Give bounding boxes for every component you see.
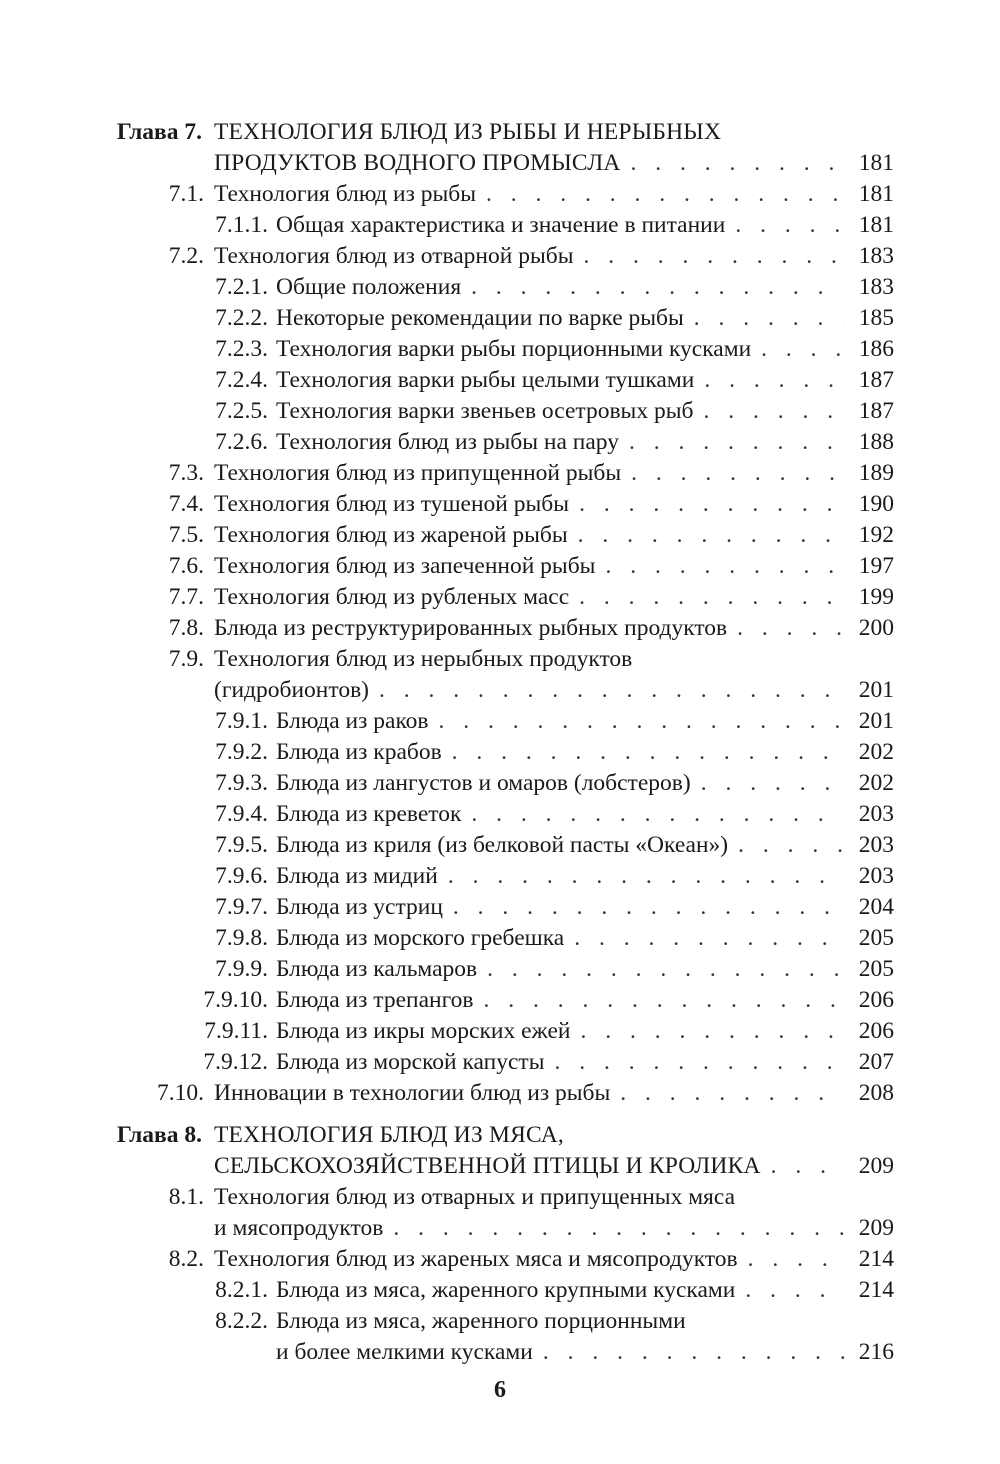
section-title: Технология блюд из рыбы на пару . . . bbox=[276, 427, 848, 458]
section-number: 7.2.3. bbox=[215, 336, 268, 362]
section-title: Блюда из трепангов . . . bbox=[276, 985, 848, 1016]
toc-entry[interactable] bbox=[0, 644, 1000, 675]
section-title: Блюда из лангустов и омаров (лобстеров) . . . bbox=[276, 768, 848, 799]
page-number: 205 bbox=[858, 925, 894, 951]
section-title: Блюда из морского гребешка . . . bbox=[276, 923, 848, 954]
page-number: 214 bbox=[858, 1246, 894, 1272]
page-number: 183 bbox=[858, 274, 894, 300]
section-number: 7.9.3. bbox=[215, 770, 268, 796]
section-number: 7.2.6. bbox=[215, 429, 268, 455]
table-of-contents bbox=[0, 117, 1000, 1368]
section-number: 7.10. bbox=[157, 1080, 204, 1106]
toc-entry[interactable] bbox=[0, 272, 1000, 303]
page-number: 187 bbox=[858, 367, 894, 393]
section-number: 7.9.7. bbox=[215, 894, 268, 920]
section-title: Технология блюд из рубленых масс . . . bbox=[214, 582, 848, 613]
page-number: 203 bbox=[858, 801, 894, 827]
section-title: Технология блюд из рыбы . . . bbox=[214, 179, 848, 210]
toc-entry[interactable] bbox=[0, 551, 1000, 582]
section-number: 7.9.6. bbox=[215, 863, 268, 889]
page-number: 197 bbox=[858, 553, 894, 579]
section-number: 7.9. bbox=[168, 646, 204, 672]
section-title: Технология блюд из жареной рыбы . . . bbox=[214, 520, 848, 551]
section-title: Блюда из крабов . . . bbox=[276, 737, 848, 768]
toc-entry[interactable] bbox=[0, 768, 1000, 799]
section-number: 7.2.4. bbox=[215, 367, 268, 393]
section-title: Технология блюд из отварной рыбы . . . bbox=[214, 241, 848, 272]
section-number: 7.9.5. bbox=[215, 832, 268, 858]
page-number: 183 bbox=[858, 243, 894, 269]
page-number: 200 bbox=[858, 615, 894, 641]
chapter-title-line: ТЕХНОЛОГИЯ БЛЮД ИЗ РЫБЫ И НЕРЫБНЫХ bbox=[214, 119, 722, 145]
section-number: 7.8. bbox=[168, 615, 204, 641]
page-number: 214 bbox=[858, 1277, 894, 1303]
toc-entry[interactable] bbox=[0, 458, 1000, 489]
chapter-heading bbox=[0, 117, 1000, 148]
section-title: (гидробионтов) . . . bbox=[214, 675, 848, 706]
section-number: 7.6. bbox=[168, 553, 204, 579]
section-number: 7.1. bbox=[168, 181, 204, 207]
section-title: Технология варки рыбы целыми тушками . . . bbox=[276, 365, 848, 396]
page-number: 186 bbox=[858, 336, 894, 362]
section-title: Технология блюд из нерыбных продуктов bbox=[214, 646, 633, 672]
page-number: 209 bbox=[858, 1215, 894, 1241]
page-number: 187 bbox=[858, 398, 894, 424]
section-number: 7.9.4. bbox=[215, 801, 268, 827]
toc-entry[interactable] bbox=[0, 799, 1000, 830]
page-number: 209 bbox=[858, 1153, 894, 1179]
toc-entry[interactable] bbox=[0, 582, 1000, 613]
page-number: 208 bbox=[858, 1080, 894, 1106]
page-number: 181 bbox=[858, 212, 894, 238]
section-title: Блюда из мяса, жаренного крупными кусками . . . bbox=[276, 1275, 848, 1306]
section-number: 7.9.2. bbox=[215, 739, 268, 765]
toc-entry[interactable] bbox=[0, 861, 1000, 892]
section-number: 8.1. bbox=[168, 1184, 204, 1210]
section-title: и мясопродуктов . . . bbox=[214, 1213, 848, 1244]
section-title: Блюда из морской капусты . . . bbox=[276, 1047, 848, 1078]
section-title: Блюда из криля (из белковой пасты «Океан») . . . bbox=[276, 830, 848, 861]
section-title: Некоторые рекомендации по варке рыбы . . . bbox=[276, 303, 848, 334]
page-number: 202 bbox=[858, 739, 894, 765]
section-number: 7.9.12. bbox=[203, 1049, 268, 1075]
section-number: 8.2. bbox=[168, 1246, 204, 1272]
page-number: 189 bbox=[858, 460, 894, 486]
toc-entry[interactable] bbox=[0, 830, 1000, 861]
page-number: 181 bbox=[858, 181, 894, 207]
toc-entry[interactable] bbox=[0, 1182, 1000, 1213]
chapter-label: Глава 7. bbox=[116, 119, 202, 145]
page-number: 188 bbox=[858, 429, 894, 455]
toc-entry[interactable] bbox=[0, 179, 1000, 210]
toc-entry[interactable] bbox=[0, 923, 1000, 954]
section-title: Технология блюд из тушеной рыбы . . . bbox=[214, 489, 848, 520]
section-number: 7.2.2. bbox=[215, 305, 268, 331]
toc-entry[interactable] bbox=[0, 210, 1000, 241]
section-number: 7.2.5. bbox=[215, 398, 268, 424]
toc-entry[interactable] bbox=[0, 303, 1000, 334]
page-number: 216 bbox=[858, 1339, 894, 1365]
section-number: 7.5. bbox=[168, 522, 204, 548]
page-number: 202 bbox=[858, 770, 894, 796]
page-number: 203 bbox=[858, 832, 894, 858]
toc-entry[interactable] bbox=[0, 613, 1000, 644]
toc-entry[interactable] bbox=[0, 1244, 1000, 1275]
toc-entry[interactable] bbox=[0, 892, 1000, 923]
chapter-title-line: СЕЛЬСКОХОЗЯЙСТВЕННОЙ ПТИЦЫ И КРОЛИКА . . . bbox=[214, 1151, 848, 1182]
section-number: 7.9.10. bbox=[203, 987, 268, 1013]
toc-entry[interactable] bbox=[0, 1047, 1000, 1078]
section-title: Блюда из мяса, жаренного порционными bbox=[276, 1308, 686, 1334]
page-number: 190 bbox=[858, 491, 894, 517]
section-title: Технология варки рыбы порционными кусками . . . bbox=[276, 334, 848, 365]
chapter-heading bbox=[0, 1120, 1000, 1151]
toc-entry[interactable] bbox=[0, 1337, 1000, 1368]
page-number: 201 bbox=[858, 708, 894, 734]
toc-entry[interactable] bbox=[0, 737, 1000, 768]
toc-entry[interactable] bbox=[0, 1016, 1000, 1047]
page-number: 206 bbox=[858, 1018, 894, 1044]
section-number: 7.1.1. bbox=[215, 212, 268, 238]
page-number: 181 bbox=[858, 150, 894, 176]
section-title: Блюда из креветок . . . bbox=[276, 799, 848, 830]
section-number: 7.7. bbox=[168, 584, 204, 610]
toc-entry[interactable] bbox=[0, 1151, 1000, 1182]
toc-entry[interactable] bbox=[0, 396, 1000, 427]
section-number: 7.3. bbox=[168, 460, 204, 486]
page-number: 205 bbox=[858, 956, 894, 982]
section-title: Технология блюд из отварных и припущенных мяса bbox=[214, 1184, 736, 1210]
section-number: 7.9.11. bbox=[204, 1018, 268, 1044]
section-number: 7.9.9. bbox=[215, 956, 268, 982]
section-title: Инновации в технологии блюд из рыбы . . . bbox=[214, 1078, 848, 1109]
section-title: Блюда из раков . . . bbox=[276, 706, 848, 737]
toc-entry[interactable] bbox=[0, 1275, 1000, 1306]
section-title: Блюда из кальмаров . . . bbox=[276, 954, 848, 985]
toc-entry[interactable] bbox=[0, 1213, 1000, 1244]
page-number: 199 bbox=[858, 584, 894, 610]
section-title: Технология блюд из припущенной рыбы . . . bbox=[214, 458, 848, 489]
toc-entry[interactable] bbox=[0, 241, 1000, 272]
page-footer-number: 6 bbox=[494, 1377, 506, 1403]
page-number: 204 bbox=[858, 894, 894, 920]
chapter-title-line: ПРОДУКТОВ ВОДНОГО ПРОМЫСЛА . . . bbox=[214, 148, 848, 179]
toc-entry[interactable] bbox=[0, 148, 1000, 179]
section-title: Блюда из мидий . . . bbox=[276, 861, 848, 892]
toc-entry[interactable] bbox=[0, 520, 1000, 551]
section-title: и более мелкими кусками . . . bbox=[276, 1337, 848, 1368]
chapter-label: Глава 8. bbox=[116, 1122, 202, 1148]
page-number: 185 bbox=[858, 305, 894, 331]
section-title: Общие положения . . . bbox=[276, 272, 848, 303]
section-number: 7.2. bbox=[168, 243, 204, 269]
section-title: Технология варки звеньев осетровых рыб . . . bbox=[276, 396, 848, 427]
section-number: 7.9.1. bbox=[215, 708, 268, 734]
toc-entry[interactable] bbox=[0, 675, 1000, 706]
toc-entry[interactable] bbox=[0, 365, 1000, 396]
toc-entry[interactable] bbox=[0, 706, 1000, 737]
section-title: Блюда из реструктурированных рыбных продуктов . . . bbox=[214, 613, 848, 644]
section-title: Технология блюд из запеченной рыбы . . . bbox=[214, 551, 848, 582]
toc-entry[interactable] bbox=[0, 1306, 1000, 1337]
chapter-title-line: ТЕХНОЛОГИЯ БЛЮД ИЗ МЯСА, bbox=[214, 1122, 564, 1148]
section-number: 8.2.1. bbox=[215, 1277, 268, 1303]
page-number: 206 bbox=[858, 987, 894, 1013]
page-number: 201 bbox=[858, 677, 894, 703]
section-title: Технология блюд из жареных мяса и мясопродуктов . . . bbox=[214, 1244, 848, 1275]
page-number: 207 bbox=[858, 1049, 894, 1075]
toc-entry[interactable] bbox=[0, 489, 1000, 520]
toc-entry[interactable] bbox=[0, 1078, 1000, 1109]
section-number: 7.9.8. bbox=[215, 925, 268, 951]
page-number: 203 bbox=[858, 863, 894, 889]
toc-entry[interactable] bbox=[0, 427, 1000, 458]
toc-entry[interactable] bbox=[0, 985, 1000, 1016]
section-title: Общая характеристика и значение в питании . . . bbox=[276, 210, 848, 241]
section-number: 7.4. bbox=[168, 491, 204, 517]
section-title: Блюда из устриц . . . bbox=[276, 892, 848, 923]
section-number: 7.2.1. bbox=[215, 274, 268, 300]
toc-entry[interactable] bbox=[0, 334, 1000, 365]
page-number: 192 bbox=[858, 522, 894, 548]
section-title: Блюда из икры морских ежей . . . bbox=[276, 1016, 848, 1047]
section-number: 8.2.2. bbox=[215, 1308, 268, 1334]
toc-entry[interactable] bbox=[0, 954, 1000, 985]
